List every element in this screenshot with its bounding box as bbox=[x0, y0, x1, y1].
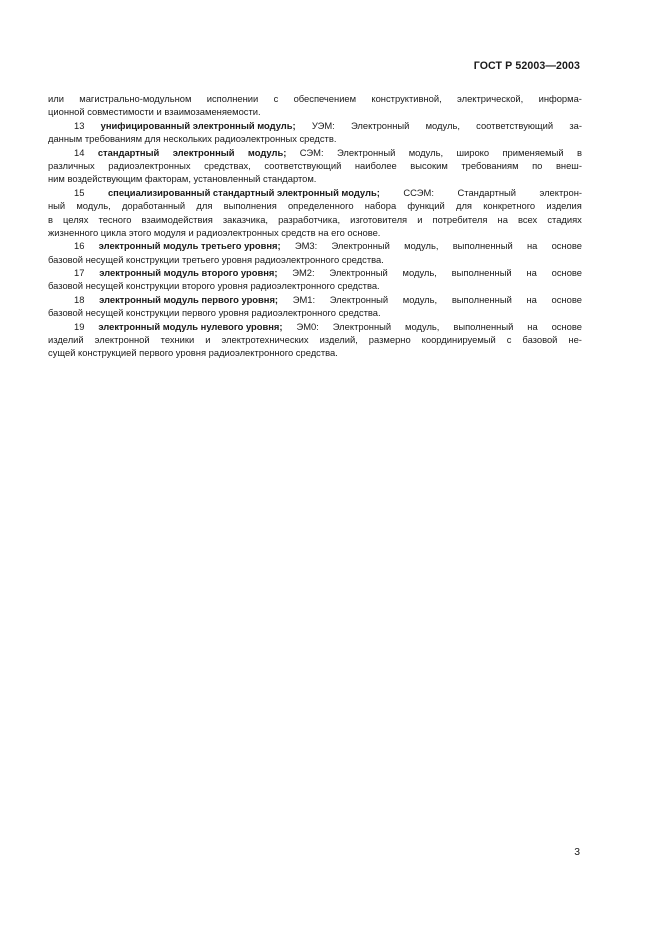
word: изделия bbox=[546, 200, 582, 212]
word: на bbox=[526, 267, 537, 279]
word: электрон- bbox=[539, 186, 582, 198]
word: требованиям bbox=[461, 159, 519, 171]
text-line bbox=[48, 320, 582, 333]
line-text: базовой несущей конструкции третьего уровня радиоэлектронного средства. bbox=[48, 253, 384, 265]
definition-16 bbox=[48, 239, 582, 266]
word: модуль, bbox=[408, 146, 444, 158]
text-line bbox=[48, 172, 582, 185]
document-body bbox=[48, 92, 582, 360]
clause-number: 17 bbox=[74, 267, 85, 279]
word: основе bbox=[551, 293, 582, 305]
term: электронный модуль второго уровня; bbox=[99, 267, 278, 279]
term: электронный модуль первого уровня; bbox=[99, 293, 279, 305]
word: выполнения bbox=[223, 200, 277, 212]
clause-number: 15 bbox=[74, 186, 85, 198]
word: основе bbox=[551, 240, 582, 252]
word: базовой bbox=[522, 334, 558, 346]
line-text: ционной совместимости и взаимозаменяемости. bbox=[48, 106, 261, 118]
word: координируемый bbox=[421, 334, 496, 346]
text-line bbox=[48, 239, 582, 252]
abbreviation: ЭМ2: bbox=[292, 267, 315, 279]
word: на bbox=[527, 320, 538, 332]
document-code-header: ГОСТ Р 52003—2003 bbox=[473, 60, 580, 72]
word: взаимодействия bbox=[141, 213, 213, 225]
text-line bbox=[48, 253, 582, 266]
word: Электронный bbox=[329, 293, 389, 305]
text-line bbox=[48, 346, 582, 359]
clause-number: 16 bbox=[74, 240, 85, 252]
word: электронной bbox=[94, 334, 150, 346]
paragraph-continuation bbox=[48, 92, 582, 119]
abbreviation: ЭМ0: bbox=[296, 320, 319, 332]
word: выполненный bbox=[453, 320, 514, 332]
text-line bbox=[48, 105, 582, 118]
word: доработанный bbox=[121, 200, 186, 212]
term: специализированный стандартный электронный модуль; bbox=[107, 186, 380, 198]
word: обеспечением bbox=[293, 93, 357, 104]
word: тесного bbox=[98, 213, 132, 225]
word: определенного bbox=[287, 200, 354, 212]
word: наиболее bbox=[354, 159, 397, 171]
clause-number: 14 bbox=[74, 146, 85, 158]
word: информа- bbox=[538, 93, 582, 104]
term: электронный модуль третьего уровня; bbox=[98, 240, 281, 252]
line-text: жизненного цикла этого модуля и радиоэлектронных средств на его основе. bbox=[48, 226, 381, 238]
word: электротехнических bbox=[221, 334, 309, 346]
word: Электронный bbox=[336, 146, 396, 158]
word: заказчика, bbox=[222, 213, 269, 225]
word: средствах, bbox=[204, 159, 251, 171]
term: электронный модуль нулевого уровня; bbox=[98, 320, 283, 332]
word: Электронный bbox=[331, 240, 390, 252]
word: функций bbox=[407, 200, 445, 212]
word: размерно bbox=[368, 334, 411, 346]
word: конструктивной, bbox=[371, 93, 442, 104]
abbreviation: УЭМ: bbox=[311, 119, 335, 131]
word: техники bbox=[160, 334, 195, 346]
word: по bbox=[532, 159, 543, 171]
definition-19 bbox=[48, 320, 582, 360]
definition-13 bbox=[48, 119, 582, 146]
word: всех bbox=[517, 213, 538, 225]
clause-number: 13 bbox=[74, 119, 85, 131]
abbreviation: ЭМ3: bbox=[294, 240, 318, 252]
definition-18 bbox=[48, 293, 582, 320]
word: исполнении bbox=[206, 93, 259, 104]
word: на bbox=[526, 293, 537, 305]
word: изделий bbox=[48, 334, 84, 346]
word: и bbox=[417, 213, 423, 225]
word: модуль, bbox=[404, 240, 439, 252]
word: широко bbox=[456, 146, 490, 158]
word: применяемый bbox=[502, 146, 564, 158]
word: модуль, bbox=[405, 320, 440, 332]
word: электрической, bbox=[457, 93, 524, 104]
line-text: базовой несущей конструкции первого уровня радиоэлектронного средства. bbox=[48, 307, 381, 319]
word: разработчика, bbox=[278, 213, 341, 225]
word: ный bbox=[48, 200, 66, 212]
term-word: электронный bbox=[172, 146, 235, 158]
word: стадиях bbox=[547, 213, 582, 225]
word: на bbox=[497, 213, 508, 225]
word: выполненный bbox=[451, 293, 512, 305]
line-text: базовой несущей конструкции второго уровня радиоэлектронного средства. bbox=[48, 280, 380, 292]
word: выполненный bbox=[452, 240, 513, 252]
text-line bbox=[48, 213, 582, 226]
word: для bbox=[196, 200, 213, 212]
abbreviation: СЭМ: bbox=[299, 146, 324, 158]
word: модуль, bbox=[425, 119, 460, 131]
text-line bbox=[48, 306, 582, 319]
definition-14 bbox=[48, 146, 582, 186]
text-line bbox=[48, 186, 582, 199]
word: магистрально-модульном bbox=[79, 93, 192, 104]
page-number: 3 bbox=[574, 847, 580, 858]
text-line bbox=[48, 132, 582, 145]
word: на bbox=[526, 240, 538, 252]
definition-17 bbox=[48, 266, 582, 293]
line-text: сущей конструкцией первого уровня радиоэлектронного средства. bbox=[48, 347, 338, 359]
word: высоким bbox=[410, 159, 448, 171]
word: с bbox=[273, 93, 279, 104]
clause-number: 18 bbox=[74, 293, 85, 305]
word: модуль, bbox=[76, 200, 111, 212]
word: радиоэлектронных bbox=[108, 159, 191, 171]
word: основе bbox=[551, 320, 582, 332]
word: соответствующий bbox=[264, 159, 342, 171]
word: набора bbox=[364, 200, 397, 212]
word: и bbox=[205, 334, 211, 346]
line-text: данным требованиям для нескольких радиоэлектронных средств. bbox=[48, 133, 337, 145]
text-line bbox=[48, 92, 582, 105]
word: соответствующий bbox=[476, 119, 554, 131]
word: Стандартный bbox=[457, 186, 516, 198]
word: модуль, bbox=[402, 267, 437, 279]
word: основе bbox=[551, 267, 582, 279]
word: в bbox=[576, 146, 582, 158]
word: Электронный bbox=[350, 119, 410, 131]
word: для bbox=[455, 200, 473, 212]
term-word: стандартный bbox=[97, 146, 160, 158]
word: с bbox=[506, 334, 512, 346]
word: выполненный bbox=[451, 267, 512, 279]
word: конкретного bbox=[483, 200, 536, 212]
term: унифицированный электронный модуль; bbox=[100, 119, 296, 131]
line-text: ним воздействующим факторам, установленный стандартом. bbox=[48, 173, 317, 185]
word: изделий, bbox=[319, 334, 358, 346]
abbreviation: ССЭМ: bbox=[403, 186, 434, 198]
text-line bbox=[48, 119, 582, 132]
text-line bbox=[48, 226, 582, 239]
abbreviation: ЭМ1: bbox=[292, 293, 316, 305]
term-word: модуль; bbox=[247, 146, 287, 158]
text-line bbox=[48, 199, 582, 212]
word: потребителя bbox=[432, 213, 488, 225]
word: целях bbox=[63, 213, 89, 225]
definition-15 bbox=[48, 186, 582, 240]
word: в bbox=[48, 213, 53, 225]
text-line bbox=[48, 279, 582, 292]
word: за- bbox=[569, 119, 582, 131]
word: различных bbox=[48, 159, 95, 171]
text-line bbox=[48, 333, 582, 346]
word: Электронный bbox=[329, 267, 388, 279]
word: не- bbox=[568, 334, 582, 346]
word: внеш- bbox=[555, 159, 582, 171]
word: Электронный bbox=[332, 320, 392, 332]
text-line bbox=[48, 266, 582, 279]
text-line bbox=[48, 159, 582, 172]
text-line bbox=[48, 146, 582, 159]
text-line bbox=[48, 293, 582, 306]
clause-number: 19 bbox=[74, 320, 85, 332]
word: модуль, bbox=[402, 293, 438, 305]
word: изготовителя bbox=[350, 213, 408, 225]
word: или bbox=[48, 93, 64, 104]
